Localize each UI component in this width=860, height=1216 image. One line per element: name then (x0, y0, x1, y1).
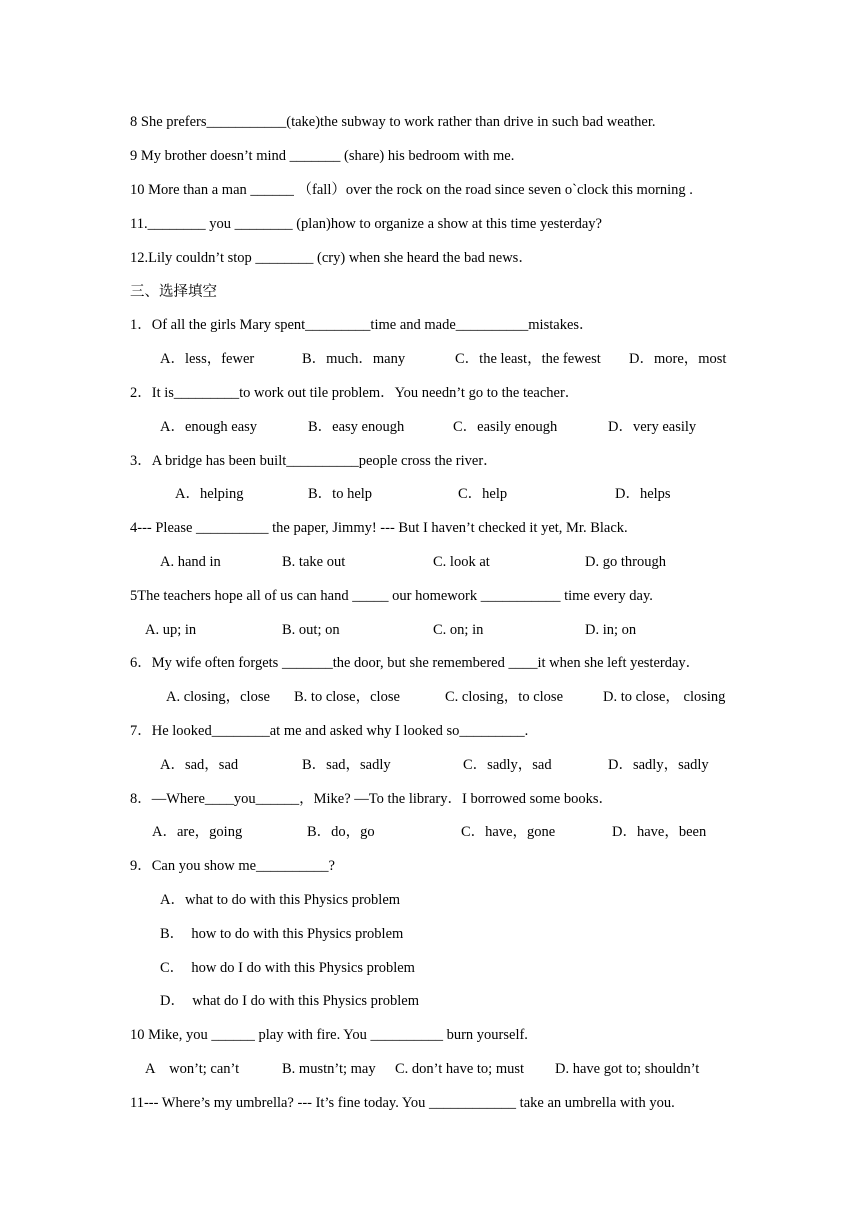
question-stem: 7．He looked________at me and asked why I looked so_________. (130, 723, 529, 739)
option-a: A won’t; can’t (145, 1061, 240, 1077)
fill-in-q8: 8 She prefers___________(take)the subway to work rather than drive in such bad weather. (130, 114, 656, 130)
option-a: A．sad，sad (160, 757, 239, 773)
option-a: A．are，going (152, 824, 243, 840)
option-c: C．easily enough (453, 419, 558, 435)
option-a: A．less，fewer (160, 351, 255, 367)
option-c: C．sadly，sad (463, 757, 552, 773)
question-stem: 3．A bridge has been built__________people cross the river． (130, 453, 498, 469)
option-b: B．do，go (307, 824, 375, 840)
option-c: C． how do I do with this Physics problem (160, 960, 415, 976)
option-d: D．more，most (629, 351, 727, 367)
fill-in-q9: 9 My brother doesn’t mind _______ (share) his bedroom with me. (130, 148, 515, 164)
option-b: B． how to do with this Physics problem (160, 926, 404, 942)
option-b: B. take out (282, 554, 346, 570)
option-a: A. up; in (145, 622, 197, 638)
option-a: A．enough easy (160, 419, 258, 435)
option-d: D. have got to; shouldn’t (555, 1061, 700, 1077)
question-stem: 2．It is_________to work out tile problem．You needn’t go to the teacher． (130, 385, 580, 401)
option-b: B. mustn’t; may (282, 1061, 376, 1077)
option-d: D. in; on (585, 622, 637, 638)
option-b: B. to close，close (294, 689, 400, 705)
question-stem: 5The teachers hope all of us can hand _____ our homework ___________ time every day. (130, 588, 653, 604)
option-d: D．helps (615, 486, 671, 502)
option-d: D．sadly，sadly (608, 757, 709, 773)
option-d: D. go through (585, 554, 666, 570)
option-d: D. to close， closing (603, 689, 726, 705)
option-c: C. look at (433, 554, 490, 570)
question-stem: 8．—Where____you______，Mike? —To the library．I borrowed some books． (130, 791, 614, 807)
question-stem: 1．Of all the girls Mary spent_________time and made__________mistakes． (130, 317, 594, 333)
option-a: A．helping (175, 486, 244, 502)
option-a: A. hand in (160, 554, 221, 570)
option-c: C. don’t have to; must (395, 1061, 525, 1077)
option-c: C. closing，to close (445, 689, 564, 705)
fill-in-q10: 10 More than a man ______ （fall）over the rock on the road since seven o`clock this morning . (130, 182, 693, 198)
option-b: B．sad，sadly (302, 757, 391, 773)
option-c: C．the least，the fewest (455, 351, 601, 367)
option-b: B．much．many (302, 351, 406, 367)
option-b: B. out; on (282, 622, 340, 638)
fill-in-q11: 11.________ you ________ (plan)how to organize a show at this time yesterday? (130, 216, 602, 232)
option-c: C. on; in (433, 622, 484, 638)
option-d: D．have，been (612, 824, 707, 840)
option-a: A．what to do with this Physics problem (160, 892, 401, 908)
option-d: D． what do I do with this Physics problem (160, 993, 419, 1009)
question-stem: 10 Mike, you ______ play with fire. You __________ burn yourself. (130, 1027, 528, 1043)
question-stem: 6．My wife often forgets _______the door, but she remembered ____it when she left yesterday． (130, 655, 701, 671)
question-stem: 4--- Please __________ the paper, Jimmy! --- But I haven’t checked it yet, Mr. Black. (130, 520, 628, 536)
option-a: A. closing，close (166, 689, 270, 705)
option-b: B．easy enough (308, 419, 405, 435)
section-heading: 三、选择填空 (130, 284, 217, 300)
option-c: C．help (458, 486, 508, 502)
option-d: D．very easily (608, 419, 697, 435)
option-b: B．to help (308, 486, 373, 502)
fill-in-q12: 12.Lily couldn’t stop ________ (cry) when she heard the bad news． (130, 250, 533, 266)
question-stem: 11--- Where’s my umbrella? --- It’s fine today. You ____________ take an umbrella with you. (130, 1095, 675, 1111)
option-c: C．have，gone (461, 824, 556, 840)
question-stem: 9．Can you show me__________? (130, 858, 335, 874)
